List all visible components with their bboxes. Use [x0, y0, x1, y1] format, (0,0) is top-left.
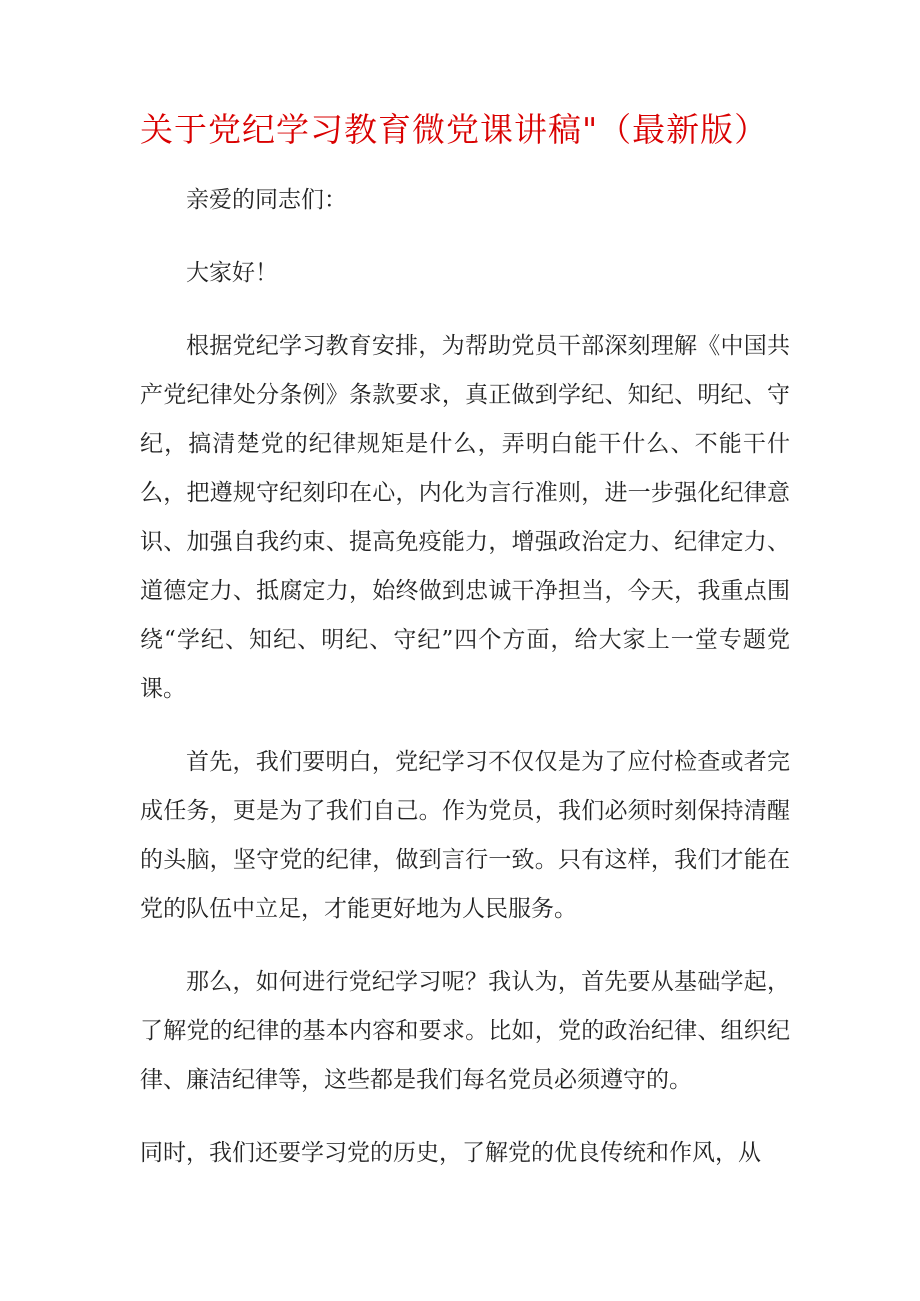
paragraph-intro: 根据党纪学习教育安排，为帮助党员干部深刻理解《中国共产党纪律处分条例》条款要求，真正做到学纪、知纪、明纪、守纪，搞清楚党的纪律规矩是什么，弄明白能干什么、不能干什么，把遵规守纪刻印在心，内化为言行准则，进一步强化纪律意识、加强自我约束、提高免疫能力，增强政治定力、纪律定力、道德定力、抵腐定力，始终做到忠诚干净担当，今天，我重点围绕“学纪、知纪、明纪、守纪”四个方面，给大家上一堂专题党课。 [140, 333, 790, 702]
salutation: 亲爱的同志们： [186, 187, 347, 213]
paragraph-history-fragment: 同时，我们还要学习党的历史，了解党的优良传统和作风，从 [140, 1140, 761, 1166]
greeting: 大家好！ [186, 260, 278, 286]
document-title: 关于党纪学习教育微党课讲稿"（最新版） [140, 110, 769, 149]
paragraph-purpose: 首先，我们要明白，党纪学习不仅仅是为了应付检查或者完成任务，更是为了我们自己。作为党员，我们必须时刻保持清醒的头脑，坚守党的纪律，做到言行一致。只有这样，我们才能在党的队伍中立足，才能更好地为人民服务。 [140, 749, 790, 922]
document-body [140, 176, 790, 1202]
paragraph-method: 那么，如何进行党纪学习呢？我认为，首先要从基础学起，了解党的纪律的基本内容和要求。比如，党的政治纪律、组织纪律、廉洁纪律等，这些都是我们每名党员必须遵守的。 [140, 969, 790, 1093]
